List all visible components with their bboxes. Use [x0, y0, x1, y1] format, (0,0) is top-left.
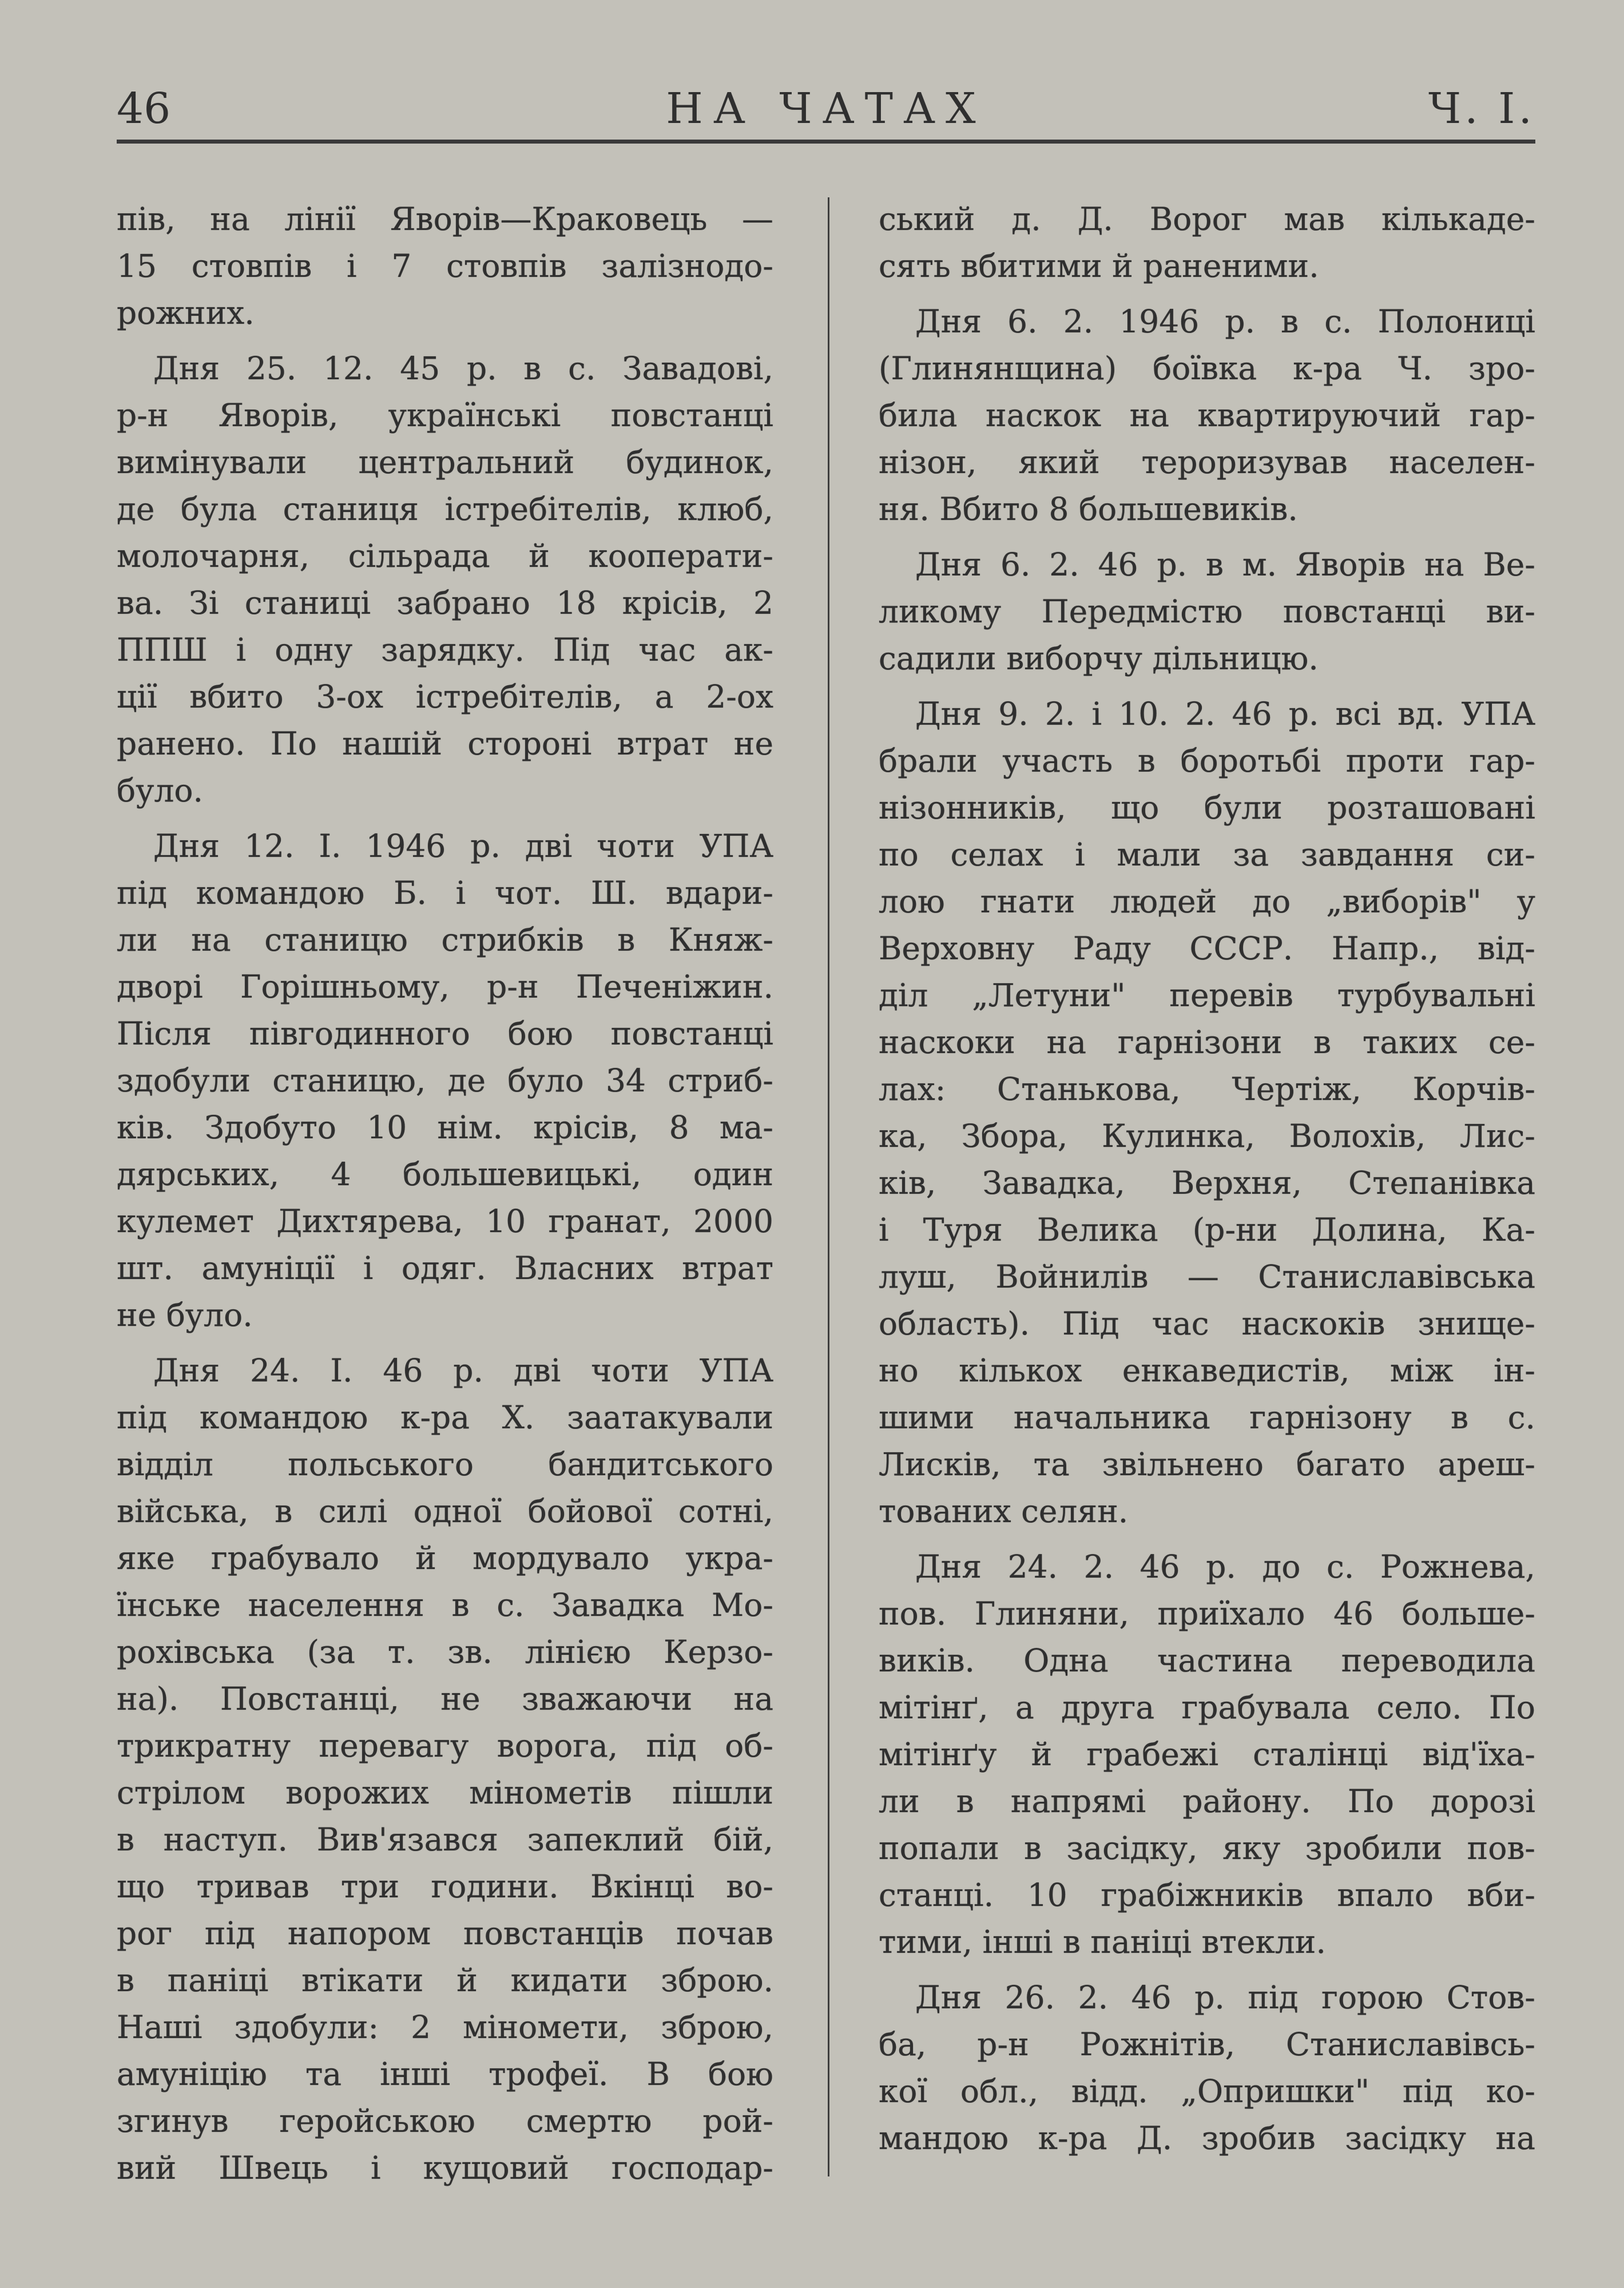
text-line: била наскок на квартируючий гар- [879, 397, 1535, 434]
text-line: сять вбитими й раненими. [879, 248, 1319, 284]
text-line: яке грабувало й мордувало укра- [117, 1540, 773, 1576]
text-line: де була станиця істребітелів, клюб, [117, 491, 773, 527]
text-line: садили виборчу дільницю. [879, 640, 1319, 677]
paragraph [117, 196, 773, 336]
text-line: Дня 24. 2. 46 р. до с. Рожнева, [915, 1548, 1535, 1585]
text-line: виків. Одна частина переводила [879, 1642, 1535, 1679]
text-line: Дня 12. I. 1946 р. дві чоти УПА [153, 828, 773, 864]
header-rule [117, 140, 1535, 144]
text-line: Після півгодинного бою повстанці [117, 1015, 773, 1052]
text-line: ба, р-н Рожнітів, Станиславівсь- [879, 2026, 1535, 2063]
column-divider [828, 197, 829, 2176]
text-line: Дня 9. 2. і 10. 2. 46 р. всі вд. УПА [915, 696, 1535, 732]
text-line: мітінґу й грабежі сталінці від'їха- [879, 1736, 1535, 1773]
text-line: ликому Передмістю повстанці ви- [879, 593, 1535, 630]
text-line: ППШ і одну зарядку. Під час ак- [117, 631, 773, 668]
text-line: ків, Завадка, Верхня, Степанівка [879, 1165, 1535, 1201]
text-line: пов. Глиняни, приїхало 46 больше- [879, 1595, 1535, 1632]
text-line: в паніці втікати й кидати зброю. [117, 1962, 773, 1999]
text-line: дворі Горішньому, р-н Печеніжин. [117, 968, 773, 1005]
text-line: наскоки на гарнізони в таких се- [879, 1024, 1535, 1060]
text-line: брали участь в боротьбі проти гар- [879, 742, 1535, 779]
text-line: нізонників, що були розташовані [879, 789, 1535, 826]
text-line: в наступ. Вив'язався запеклий бій, [117, 1821, 773, 1858]
paragraph [117, 1347, 773, 2191]
text-line: ка, Збора, Кулинка, Волохів, Лис- [879, 1118, 1535, 1154]
text-line: Наші здобули: 2 міномети, зброю, [117, 2009, 773, 2045]
text-line: Дня 6. 2. 46 р. в м. Яворів на Ве- [915, 546, 1535, 583]
paragraph [117, 345, 773, 814]
text-line: станці. 10 грабіжників впало вби- [879, 1877, 1535, 1913]
text-line: ків. Здобуто 10 нім. крісів, 8 ма- [117, 1109, 773, 1146]
paragraph [879, 690, 1535, 1535]
text-line: не було. [117, 1297, 253, 1333]
text-line: (Глинянщина) боївка к-ра Ч. зро- [879, 350, 1535, 387]
text-line: війська, в силі одної бойової сотні, [117, 1493, 773, 1530]
text-line: луш, Войнилів — Станиславівська [879, 1258, 1535, 1295]
text-line: згинув геройською смертю рой- [117, 2103, 773, 2139]
text-line: рохівська (за т. зв. лінією Керзо- [117, 1634, 773, 1670]
text-line: молочарня, сільрада й кооперати- [117, 538, 773, 574]
text-line: Дня 26. 2. 46 р. під горою Стов- [915, 1979, 1535, 2016]
text-line: і Туря Велика (р-ни Долина, Ка- [879, 1211, 1535, 1248]
text-line: здобули станицю, де було 34 стриб- [117, 1062, 773, 1099]
part-number: Ч. І. [1428, 84, 1535, 133]
text-line: тованих селян. [879, 1493, 1129, 1530]
left-column [117, 196, 773, 2200]
text-line: під командою Б. і чот. Ш. вдари- [117, 875, 773, 911]
paragraph [879, 541, 1535, 682]
text-line: попали в засідку, яку зробили пов- [879, 1830, 1535, 1866]
paragraph [879, 1974, 1535, 2162]
text-line: р-н Яворів, українські повстанці [117, 397, 773, 434]
text-line: область). Під час наскоків знище- [879, 1305, 1535, 1342]
text-line: нізон, який тероризував населен- [879, 444, 1535, 480]
text-line: но кількох енкаведистів, між ін- [879, 1352, 1535, 1389]
text-line: трикратну перевагу ворога, під об- [117, 1727, 773, 1764]
text-line: на). Повстанці, не зважаючи на [117, 1681, 773, 1717]
text-line: вий Швець і кущовий господар- [117, 2150, 773, 2186]
text-line: лах: Станькова, Чертіж, Корчів- [879, 1071, 1535, 1107]
text-line: вимінували центральний будинок, [117, 444, 773, 480]
text-line: лою гнати людей до „виборів" у [879, 883, 1535, 920]
text-line: шими начальника гарнізону в с. [879, 1399, 1535, 1436]
text-line: їнське населення в с. Завадка Мо- [117, 1587, 773, 1623]
text-line: Верховну Раду СССР. Напр., від- [879, 930, 1535, 967]
text-line: Дня 6. 2. 1946 р. в с. Полониці [915, 303, 1535, 340]
text-line: шт. амуніції і одяг. Власних втрат [117, 1250, 773, 1286]
text-line: дярських, 4 большевицькі, один [117, 1156, 773, 1193]
text-line: ли на станицю стрибків в Княж- [117, 921, 773, 958]
text-line: ня. Вбито 8 большевиків. [879, 491, 1298, 527]
text-line: ранено. По нашій стороні втрат не [117, 725, 773, 762]
paragraph [117, 823, 773, 1338]
text-line: Лисків, та звільнено багато ареш- [879, 1446, 1535, 1483]
paragraph [879, 196, 1535, 289]
text-line: що тривав три години. Вкінці во- [117, 1868, 773, 1905]
text-line: ції вбито 3-ох істребітелів, а 2-ох [117, 678, 773, 715]
text-line: ва. Зі станиці забрано 18 крісів, 2 [117, 585, 773, 621]
text-line: діл „Летуни" перевів турбувальні [879, 977, 1535, 1014]
text-line: тими, інші в паніці втекли. [879, 1924, 1326, 1960]
text-line: ський д. Д. Ворог мав кількаде- [879, 201, 1535, 237]
journal-title: НА ЧАТАХ [666, 84, 986, 133]
page-number: 46 [117, 84, 171, 133]
text-line: пів, на лінії Яворів—Краковець — [117, 201, 773, 237]
text-line: кої обл., відд. „Опришки" під ко- [879, 2073, 1535, 2110]
text-line: амуніцію та інші трофеї. В бою [117, 2056, 773, 2092]
text-line: кулемет Дихтярева, 10 гранат, 2000 [117, 1203, 773, 1240]
right-column [879, 196, 1535, 2170]
text-line: мандою к-ра Д. зробив засідку на [879, 2120, 1535, 2156]
text-line: рог під напором повстанців почав [117, 1915, 773, 1952]
running-header [117, 80, 1535, 137]
text-line: мітінґ, а друга грабувала село. По [879, 1689, 1535, 1726]
text-line: відділ польського бандитського [117, 1446, 773, 1483]
paragraph [879, 1543, 1535, 1965]
text-line: рожних. [117, 295, 255, 331]
text-line: Дня 24. I. 46 р. дві чоти УПА [153, 1352, 773, 1389]
text-line: було. [117, 772, 204, 809]
text-line: 15 стовпів і 7 стовпів залізнодо- [117, 248, 773, 284]
text-line: Дня 25. 12. 45 р. в с. Завадові, [153, 350, 773, 387]
text-line: по селах і мали за завдання си- [879, 836, 1535, 873]
text-line: стрілом ворожих мінометів пішли [117, 1774, 773, 1811]
text-line: під командою к-ра Х. заатакували [117, 1399, 773, 1436]
text-line: ли в напрямі району. По дорозі [879, 1783, 1535, 1820]
paragraph [879, 298, 1535, 533]
